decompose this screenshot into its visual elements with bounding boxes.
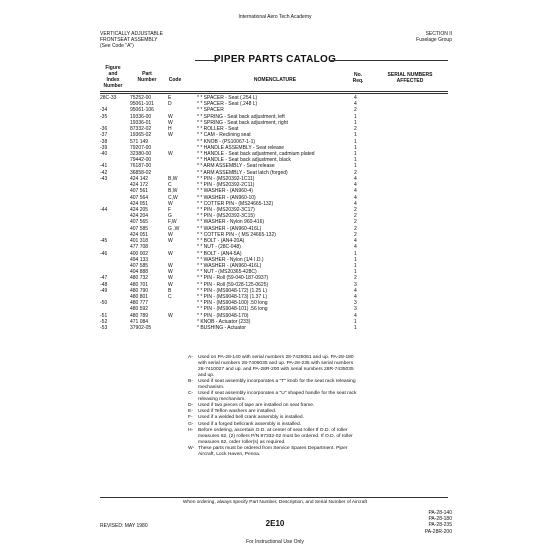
nomenclature-cell: * * CAM - Reclining seat xyxy=(197,132,251,139)
nomenclature-cell: * * PIN - (MS9048-100) .50 long xyxy=(197,300,268,307)
part-number-cell: 19336-00 xyxy=(130,113,152,120)
part-number-cell: 480 777 xyxy=(130,300,149,307)
model-pa-28-180: PA-28-180 xyxy=(428,516,452,523)
nomenclature-cell: * * PIN - Roll (59-040-187-0937) xyxy=(197,275,269,282)
quantity-cell: 2 xyxy=(354,169,357,176)
table-row xyxy=(0,325,550,331)
part-number-cell: 424 051 xyxy=(130,231,149,238)
code-cell: W xyxy=(168,281,173,288)
nomenclature-cell: * * WASHER - (AN960-4) xyxy=(197,188,253,195)
nomenclature-cell: * * COTTER PIN - (MS24665-132) xyxy=(197,200,274,207)
part-number-cell: 424 205 xyxy=(130,206,149,213)
nomenclature-cell: * * SPRING - Seat back adjustment, right xyxy=(197,119,288,126)
code-cell: W xyxy=(168,150,173,157)
quantity-cell: 4 xyxy=(354,175,357,182)
nomenclature-cell: * * COTTER PIN - ( MS 24665-132) xyxy=(197,231,276,238)
notes-list xyxy=(188,355,358,458)
nomenclature-cell: * * PIN - (MS20392-1C11) xyxy=(197,175,255,182)
code-cell: W xyxy=(168,119,173,126)
part-number-cell: 75252-00 xyxy=(130,95,152,101)
quantity-cell: 4 xyxy=(354,188,357,195)
quantity-cell: 1 xyxy=(354,256,357,263)
group-label: Fuselage Group xyxy=(416,37,452,44)
part-number-cell: 407 565 xyxy=(130,219,149,226)
part-number-cell: 400 002 xyxy=(130,250,149,257)
nomenclature-cell: * * PIN - (MS9048-101) .56 long xyxy=(197,306,268,313)
col-part-line2: Number xyxy=(137,77,157,83)
header-rule xyxy=(100,91,448,92)
quantity-cell: 4 xyxy=(354,287,357,294)
quantity-cell: 1 xyxy=(354,325,357,332)
nomenclature-cell: * * NUT - (28C-048) xyxy=(197,244,241,251)
part-number-cell: 87332-02 xyxy=(130,126,152,133)
quantity-cell: 1 xyxy=(354,150,357,157)
figure-index-cell: -43 xyxy=(100,175,108,182)
title-rule-right xyxy=(330,60,448,61)
note-code: G- xyxy=(188,421,194,427)
part-number-cell: 36858-02 xyxy=(130,169,152,176)
note-text: Used if seat assembly incorporates a "U" shaped handle for the seat rack releasing mechanism. xyxy=(198,391,357,403)
figure-index-cell: -49 xyxy=(100,287,108,294)
code-cell: G ,W xyxy=(168,225,180,232)
col-figure-index xyxy=(98,65,128,89)
figure-index-cell: -51 xyxy=(100,312,108,319)
quantity-cell: 2 xyxy=(354,206,357,213)
model-pa-28-140: PA-28-140 xyxy=(428,510,452,516)
quantity-cell: 4 xyxy=(354,244,357,251)
code-cell: C xyxy=(168,294,172,301)
nomenclature-cell: * * SPACER - Seat (.248 L) xyxy=(197,101,258,108)
footer-rule xyxy=(100,497,448,498)
note-text: These parts must be ordered from Service Spares Department. Piper Aircraft, Lock Haven, Penna. xyxy=(198,445,348,457)
assembly-title-line3: (See Code "A") xyxy=(100,43,134,50)
quantity-cell: 1 xyxy=(354,163,357,170)
code-cell: B,W xyxy=(168,175,178,182)
figure-index-cell: -45 xyxy=(100,238,108,245)
code-note xyxy=(188,355,358,379)
nomenclature-cell: * BUSHING - Actuator xyxy=(197,325,246,332)
note-code: D- xyxy=(188,403,194,409)
code-cell: B xyxy=(168,287,172,294)
note-text: Used if a welded bell crank assembly is installed. xyxy=(198,415,305,421)
col-part-line1: Part xyxy=(142,71,152,77)
figure-index-cell: -44 xyxy=(100,206,108,213)
part-number-cell: 76187-00 xyxy=(130,163,152,170)
col-serial-line1: SERIAL NUMBERS xyxy=(387,72,433,78)
part-number-cell: 471 084 xyxy=(130,318,149,325)
note-text: Used on PA-28-140 with serial numbers 28-7425061 and up. PA-28-180 with serial numbers 28-7405035 and up. PA-28-235 with serial numbers 28-7410027 and up. and PA-28R-200 with serial numbers 28R-7435035 and up. xyxy=(198,355,354,379)
quantity-cell: 2 xyxy=(354,231,357,238)
model-list xyxy=(425,510,452,535)
code-note xyxy=(188,446,358,458)
figure-index-cell: -47 xyxy=(100,275,108,282)
quantity-cell: 1 xyxy=(354,262,357,269)
note-code: E- xyxy=(188,409,193,415)
nomenclature-cell: * * PIN - (MS20392-2C11) xyxy=(197,182,255,189)
quantity-cell: 2 xyxy=(354,213,357,220)
col-serial-line2: AFFECTED xyxy=(396,78,424,84)
code-cell: B,W xyxy=(168,188,178,195)
quantity-cell: 4 xyxy=(354,101,357,108)
quantity-cell: 4 xyxy=(354,294,357,301)
part-number-cell: 480 732 xyxy=(130,275,149,282)
quantity-cell: 3 xyxy=(354,281,357,288)
nomenclature-cell: * * NUT - (MS20365-428C) xyxy=(197,269,257,276)
note-text: Used if a forged bellcrank assembly is installed. xyxy=(198,421,302,427)
figure-index-cell: -50 xyxy=(100,300,108,307)
col-req-line1: No. xyxy=(353,72,363,78)
part-number-cell: 407 585 xyxy=(130,262,149,269)
section-label: SECTION II xyxy=(425,31,452,37)
nomenclature-cell: * * PIN - (MS20392-3C17) xyxy=(197,206,255,213)
col-figure-line4: Number xyxy=(103,83,123,89)
assembly-title xyxy=(100,31,163,50)
part-number-cell: 477 708 xyxy=(130,244,149,251)
code-cell: F xyxy=(168,206,172,213)
nomenclature-cell: * * PIN - (MS9048-173) (1.37 L) xyxy=(197,294,268,301)
part-number-cell: 480 789 xyxy=(130,312,149,319)
note-code: W- xyxy=(188,445,195,451)
code-cell: C,W xyxy=(168,194,178,201)
part-number-cell: 407 585 xyxy=(130,225,149,232)
title-rule-left xyxy=(195,60,218,61)
part-number-cell: 401 318 xyxy=(130,238,149,245)
part-number-cell: 404 888 xyxy=(130,269,149,276)
nomenclature-cell: * * HANDLE ASSEMBLY - Seat release xyxy=(197,144,285,151)
nomenclature-cell: * * WASHER - (AN960-416L) xyxy=(197,225,262,232)
code-cell: W xyxy=(168,238,173,245)
note-text: Used if seat assembly incorporates a "T" knob for the seat rack releasing mechanism. xyxy=(198,379,356,391)
col-number-required xyxy=(350,72,366,84)
part-number-cell: 424 051 xyxy=(130,200,149,207)
note-text: Used if Teflon washers are installed. xyxy=(198,409,277,415)
note-text: Used if two pieces of tape are installed on seat frame. xyxy=(198,403,315,409)
nomenclature-cell: * * SPRING - Seat back adjustment, left xyxy=(197,113,285,120)
company-name: International Aero Tech Academy xyxy=(238,14,312,20)
quantity-cell: 4 xyxy=(354,238,357,245)
part-number-cell: 480 801 xyxy=(130,294,149,301)
col-part-number xyxy=(132,71,162,83)
part-number-cell: 571 149 xyxy=(130,138,149,145)
code-cell: C xyxy=(168,182,172,189)
quantity-cell: 1 xyxy=(354,119,357,126)
model-pa-28-235: PA-28-235 xyxy=(428,522,452,529)
quantity-cell: 2 xyxy=(354,126,357,133)
note-code: A- xyxy=(188,355,193,360)
part-number-cell: 79442-00 xyxy=(130,157,152,164)
code-cell: F,W xyxy=(168,219,177,226)
note-code: H- xyxy=(188,427,194,433)
part-number-cell: 95061-101 xyxy=(130,101,154,108)
code-cell: W xyxy=(168,262,173,269)
figure-index-cell: -38 xyxy=(100,138,108,145)
nomenclature-cell: * * KNOB - (PS10067-1-1) xyxy=(197,138,256,145)
code-note xyxy=(188,428,358,446)
col-req-line2: Req. xyxy=(352,78,364,84)
nomenclature-cell: * * BOLT - (AN4-20A) xyxy=(197,238,245,245)
code-cell: W xyxy=(168,269,173,276)
part-number-cell: 19336-01 xyxy=(130,119,152,126)
nomenclature-cell: * * HANDLE - Seat back adjustment, cadmium plated xyxy=(197,150,315,157)
part-number-cell: 37902-05 xyxy=(130,325,152,332)
code-cell: H xyxy=(168,126,172,133)
nomenclature-cell: * * PIN - (MS9048-170) xyxy=(197,312,249,319)
quantity-cell: 4 xyxy=(354,194,357,201)
part-number-cell: 480 592 xyxy=(130,306,149,313)
figure-index-cell: -37 xyxy=(100,132,108,139)
part-number-cell: 19365-02 xyxy=(130,132,152,139)
nomenclature-cell: * * WASHER - (AN960-10) xyxy=(197,194,256,201)
quantity-cell: 4 xyxy=(354,95,357,101)
nomenclature-cell: * * SPACER xyxy=(197,107,224,114)
nomenclature-cell: * * PIN - (MS9048-172) (1.25 L) xyxy=(197,287,268,294)
part-number-cell: 407 564 xyxy=(130,194,149,201)
col-serial-numbers xyxy=(370,72,450,84)
ordering-note: When ordering, always specify Part Number, Description, and Serial Number of Aircraft xyxy=(182,500,368,505)
section-info xyxy=(416,31,452,43)
figure-index-cell: -42 xyxy=(100,169,108,176)
quantity-cell: 1 xyxy=(354,157,357,164)
figure-index-cell: -53 xyxy=(100,325,108,332)
figure-index-cell: -52 xyxy=(100,318,108,325)
instructional-note: For Instructional Use Only xyxy=(246,539,304,545)
quantity-cell: 4 xyxy=(354,312,357,319)
note-text: Before ordering, ascertain O.D. at center of seat roller If O.D. of roller measures 62, (2) rollers P/N 87332-02 must be ordered. If O.D. of roller measures 62, order roller(s) as required. xyxy=(198,427,353,445)
nomenclature-cell: * KNOB - Actuator (233) xyxy=(197,318,251,325)
figure-index-cell: -48 xyxy=(100,281,108,288)
code-cell: W xyxy=(168,113,173,120)
col-nomenclature: NOMENCLATURE xyxy=(253,77,297,83)
quantity-cell: 2 xyxy=(354,275,357,282)
quantity-cell: 1 xyxy=(354,144,357,151)
quantity-cell: 1 xyxy=(354,113,357,120)
page-number: 2E10 xyxy=(265,519,285,528)
part-number-cell: 79207-00 xyxy=(130,144,152,151)
quantity-cell: 1 xyxy=(354,318,357,325)
code-cell: W xyxy=(168,200,173,207)
code-note xyxy=(188,379,358,391)
figure-index-cell: -39 xyxy=(100,144,108,151)
code-cell: W xyxy=(168,250,173,257)
col-figure-line1: Figure xyxy=(105,65,121,71)
quantity-cell: 1 xyxy=(354,269,357,276)
nomenclature-cell: * * ROLLER - Seat xyxy=(197,126,239,133)
code-note xyxy=(188,391,358,403)
quantity-cell: 4 xyxy=(354,200,357,207)
quantity-cell: 1 xyxy=(354,250,357,257)
nomenclature-cell: * * WASHER - (AN960-416L) xyxy=(197,262,262,269)
catalog-title: PIPER PARTS CATALOG xyxy=(213,54,337,65)
nomenclature-cell: * * HANDLE - Seat back adjustment, black xyxy=(197,157,291,164)
quantity-cell: 2 xyxy=(354,219,357,226)
code-cell: E xyxy=(168,95,172,101)
figure-index-cell: -34 xyxy=(100,107,108,114)
nomenclature-cell: * * SPACER - Seat (.254 L) xyxy=(197,95,258,101)
figure-index-cell: -36 xyxy=(100,126,108,133)
col-code: Code xyxy=(168,77,182,83)
part-number-cell: 424 142 xyxy=(130,175,149,182)
code-cell: W xyxy=(168,275,173,282)
code-cell: G xyxy=(168,213,172,220)
parts-table xyxy=(0,95,550,335)
figure-index-cell: -46 xyxy=(100,250,108,257)
nomenclature-cell: * * WASHER - Nylon 960-416) xyxy=(197,219,265,226)
part-number-cell: 480 790 xyxy=(130,287,149,294)
col-figure-line2: and xyxy=(108,71,118,77)
nomenclature-cell: * * PIN - Roll (59-028-125-0625) xyxy=(197,281,269,288)
quantity-cell: 3 xyxy=(354,300,357,307)
note-code: C- xyxy=(188,391,194,397)
note-code: F- xyxy=(188,415,193,421)
part-number-cell: 95061-106 xyxy=(130,107,154,114)
figure-index-cell: -40 xyxy=(100,150,108,157)
nomenclature-cell: * * BOLT - (AN4-5A) xyxy=(197,250,242,257)
code-notes xyxy=(188,355,358,458)
note-code: B- xyxy=(188,379,193,385)
code-cell: W xyxy=(168,312,173,319)
part-number-cell: 494 133 xyxy=(130,256,149,263)
col-figure-line3: Index xyxy=(106,77,120,83)
code-cell: D xyxy=(168,101,172,108)
header-rule-double xyxy=(100,93,448,94)
figure-index-cell: -41 xyxy=(100,163,108,170)
part-number-cell: 32380-00 xyxy=(130,150,152,157)
nomenclature-cell: * * PIN - (MS20392-3C15) xyxy=(197,213,255,220)
nomenclature-cell: * * ARM ASSEMBLY - Seat release xyxy=(197,163,275,170)
quantity-cell: 2 xyxy=(354,225,357,232)
nomenclature-cell: * * ARM ASSEMBLY - Seat latch (forged) xyxy=(197,169,288,176)
quantity-cell: 4 xyxy=(354,182,357,189)
part-number-cell: 424 204 xyxy=(130,213,149,220)
quantity-cell: 1 xyxy=(354,132,357,139)
quantity-cell: 1 xyxy=(354,138,357,145)
code-cell: W xyxy=(168,231,173,238)
model-pa-28r-200: PA-28R-200 xyxy=(424,528,452,535)
code-cell: W xyxy=(168,132,173,139)
part-number-cell: 480 701 xyxy=(130,281,149,288)
nomenclature-cell: * * WASHER - Nylon (1/4 I.D.) xyxy=(197,256,264,263)
assembly-title-line1: VERTICALLY ADJUSTABLE xyxy=(100,31,163,37)
assembly-title-line2: FRONTSEAT ASSEMBLY xyxy=(100,37,158,44)
revised-date: REVISED: MAY 1980 xyxy=(100,523,148,529)
part-number-cell: 424 172 xyxy=(130,182,149,189)
part-number-cell: 407 561 xyxy=(130,188,149,195)
figure-index-cell: -35 xyxy=(100,113,108,120)
figure-index-cell: 28C-33 xyxy=(100,95,117,101)
quantity-cell: 2 xyxy=(354,107,357,114)
quantity-cell: 3 xyxy=(354,306,357,313)
